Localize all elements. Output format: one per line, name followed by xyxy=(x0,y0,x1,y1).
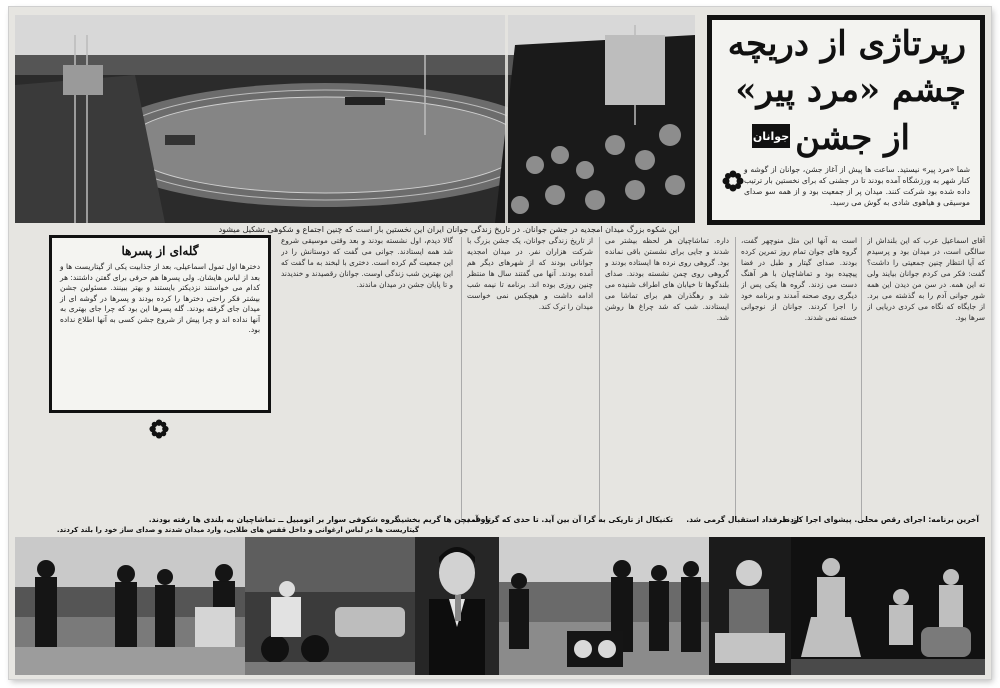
sidebar-box xyxy=(49,235,271,413)
column-divider xyxy=(861,237,862,522)
photo-caption-3: تارف بچن ها گریم بخشید. xyxy=(393,515,491,524)
column-divider xyxy=(599,237,600,522)
headline-line-2: چشم «مرد پیر» xyxy=(735,70,966,110)
sidebar-text: دخترها اول تمول اسماعیلی، بعد از جذابیت یکی از گیتاریست ها و بعد از لباس هایشان. ولی پسرها هم حرفی برای گفتن داشتند: هر کدام می خواستند نزدیکتر بایستند و بهتر ببینند. مسئولین جشن بیشتر فکر راحتی دخترها را کرده بودند و پسرها در گوشه ای از میدان جای گرفته بودند. گله پسرها این بود که چرا جای بهتری به آنها نداده اند و چرا پیش از شروع جشن کسی به آنها اطلاع نداده بود. xyxy=(60,262,260,334)
photo-singer xyxy=(415,537,499,675)
page-fold xyxy=(505,15,508,223)
photo-drummer xyxy=(709,537,791,675)
flower-ornament-icon xyxy=(149,419,169,439)
article-column-4: از تاریخ زندگی جوانان، یک جشن بزرگ با شرکت هزاران نفر. در میدان امجدیه جوانانی بودند که از شهرهای دیگر هم آمده بودند. آنها می گفتند سال ها منتظر چنین روزی بوده اند. برنامه تا نیمه شب ادامه داشت و هیچکس نمی خواست میدان را ترک کند. xyxy=(467,236,593,311)
title-box xyxy=(707,15,985,225)
magazine-page xyxy=(9,7,991,679)
article-column-2: است به آنها این مثل منوچهر گفت، گروه های جوان تمام روز تمرین کرده بودند. صدای گیتار و طبل در فضا پیچیده بود و تماشاچیان با هر آهنگ دست می زدند. گروه ها یکی پس از دیگری روی صحنه آمدند و برنامه خود را اجرا کردند. جوانان از نوجوانی خسته نمی شدند. xyxy=(741,236,857,322)
article-column-3: داره. تماشاچیان هر لحظه بیشتر می شدند و جایی برای نشستن باقی نمانده بود. گروهی روی نرده ها ایستاده بودند و گروهی روی چمن نشسته بودند. صدای بلندگوها تا خیابان های اطراف شنیده می شد و رهگذران هم برای تماشا می ایستادند. شب که شد چراغ ها روشن شد. xyxy=(605,236,729,322)
photo-caption-5: از طرفداد استقبال گرمی شد. xyxy=(686,515,799,524)
headline-line-1: رپرتاژی از دریچه xyxy=(727,24,966,64)
photo-motorcycle xyxy=(245,537,415,675)
intro-paragraph: شما «مرد پیر» نیستید. ساعت ها پیش از آغاز جشن، جوانان از گوشه و کنار شهر به ورزشگاه آمده بودند تا در جشنی که برای نخستین بار ترتیب داده شده بود شرکت کنند. میدان پر از جمعیت بود و از همه سو صدای موسیقی و هیاهوی شادی به گوش می رسید. xyxy=(744,165,970,207)
sidebar-title: گله‌ای از پسرها xyxy=(121,244,199,258)
photo-guitarists xyxy=(15,537,245,675)
column-divider xyxy=(735,237,736,522)
column-divider xyxy=(461,237,462,522)
photo-caption-1: گروه شکوفی سوار بر اتومبیل ــ تماشاچیان به بلندی ها رفته بودند. xyxy=(148,515,399,524)
article-column-1: آقای اسماعیل عرب که این بلنداش از سالگی است، در میدان بود و پرسیدم که آیا انتظار چنین جمعیتی را داشت؟ گفت: فکر می کردم جوانان بیایند ولی نه این همه. در سن من دیدن این همه شور جوانی آدم را به گذشته می برد. از جایگاه که نگاه می کردی دریایی از سرها بود. xyxy=(867,236,985,322)
photo-caption-6: آخرین برنامه: اجرای رقص محلی. پیشوای اجرا کردند. xyxy=(779,515,979,524)
photo-band xyxy=(499,537,709,675)
stadium-photo xyxy=(15,15,695,223)
flower-ornament-icon xyxy=(722,170,744,192)
magazine-logo: جوانان xyxy=(752,124,790,148)
photo-caption-4: تکنیکال از تاریکی به گرا آن بین آید. تا حدی که گروه آمد. xyxy=(463,515,673,524)
article-column-5: گالا دیدم، اول نشسته بودند و بعد وقتی موسیقی شروع شد همه ایستادند. جوانی می گفت که دوستانش را در این جمعیت گم کرده است. دختری با لبخند به ما گفت که این بهترین شب زندگی اوست. جوانان رقصیدند و خندیدند و تا پایان جشن در میدان ماندند. xyxy=(281,236,453,289)
headline-line-3: از جشن xyxy=(795,118,910,158)
photo-dancers xyxy=(791,537,985,675)
photo-caption-2: گیتاریست ها در لباس ارغوانی و داخل قفس های طلایی، وارد میدان شدند و صدای ساز خود را بلند کردند. xyxy=(56,526,419,534)
top-photo-caption: این شکوه بزرگ میدان امجدیه در جشن جوانان. در تاریخ زندگی جوانان ایران این نخستین بار است که چنین اجتماع و شکوهی تشکیل میشود xyxy=(218,225,680,234)
